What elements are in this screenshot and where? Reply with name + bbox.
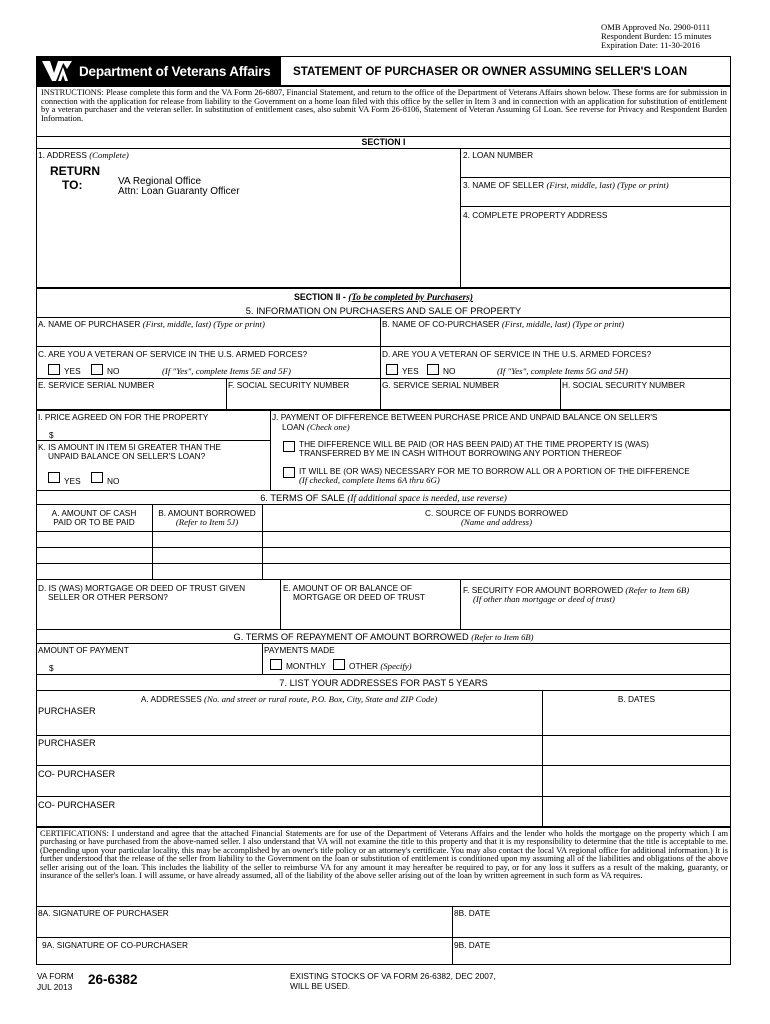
c-note: (If "Yes", complete Items 5E and 5F) (162, 366, 291, 376)
copurchaser-name-label: B. NAME OF CO-PURCHASER (First, middle, last) (Type or print) (382, 319, 625, 329)
signature-copurchaser-field[interactable] (37, 951, 451, 964)
addresses-label: A. ADDRESSES (No. and street or rural route, P.O. Box, City, State and ZIP Code) (140, 694, 438, 704)
ssn-f-field[interactable] (227, 391, 379, 409)
item-6-title: 6. TERMS OF SALE (If additional space is needed, use reverse) (260, 493, 507, 504)
j-option-1-line-1: THE DIFFERENCE WILL BE PAID (OR HAS BEEN PAID) AT THE TIME PROPERTY IS (WAS) (299, 439, 649, 449)
certifications: CERTIFICATIONS: I understand and agree that the attached Financial Statements are for use of the Department of Veterans Affairs and the lender who holds the mortgage on the property which I am purchasing or have purchased from the above-named seller. I also understand that VA will not examine the title to this property and that it is my responsibility to determine that the title is acceptable to me. (Depending upon your particular locality, this may be accomplished by an owner's title policy or an attorney's certificate. You may also contact the local VA regional office for additional information.) It is further understood that the release of the seller from liability to the Government on the loan or substitution of entitlement is conditioned upon my assuming all of the liabilities and obligations of the above seller arising out of the loan. This includes the liability of the seller to reimburse VA for any amount it may hereafter be required to pay, or for any loss it suffers as a result of the making, guaranty, or insurance of the seller's loan. I will assume, or have already assumed, all of the liability of the above seller arising out of the loan by written agreement in such form as VA requires. (40, 829, 728, 881)
signature-copurchaser-label: 9A. SIGNATURE OF CO-PURCHASER (42, 940, 188, 950)
address-field-copurchaser-2[interactable] (37, 812, 541, 825)
j-option-2-line-2: (If checked, complete Items 6A thru 6G) (299, 475, 440, 485)
date-8b-label: 8B. DATE (454, 908, 491, 918)
amount-borrowed-field[interactable] (153, 532, 261, 578)
item-k-label-1: K. IS AMOUNT IN ITEM 5I GREATER THAN THE (38, 442, 221, 452)
seller-name-label: 3. NAME OF SELLER (First, middle, last) (Type or print) (463, 180, 669, 190)
dates-field-purchaser-2[interactable] (543, 736, 730, 764)
other-label: OTHER (Specify) (349, 661, 412, 671)
purchaser-name-field[interactable] (37, 330, 379, 345)
dates-field-copurchaser-2[interactable] (543, 797, 730, 825)
address-row-purchaser-2: PURCHASER (38, 738, 96, 748)
footer-date: JUL 2013 (37, 982, 73, 992)
expiration-date: Expiration Date: 11-30-2016 (601, 40, 700, 50)
d-no-checkbox[interactable] (427, 364, 439, 375)
dates-label: B. DATES (617, 694, 656, 704)
c-yes-checkbox[interactable] (48, 364, 60, 375)
ssn-h-field[interactable] (561, 391, 730, 409)
purchaser-name-label: A. NAME OF PURCHASER (First, middle, last) (Type or print) (38, 319, 265, 329)
veteran-question-c: C. ARE YOU A VETERAN OF SERVICE IN THE U.S. ARMED FORCES? (38, 349, 308, 359)
mortgage-balance-label: E. AMOUNT OF OR BALANCE OF MORTGAGE OR DEED OF TRUST (283, 583, 425, 602)
address-row-purchaser-1: PURCHASER (38, 706, 96, 716)
monthly-label: MONTHLY (286, 661, 326, 671)
address-field-purchaser-1[interactable] (37, 718, 541, 734)
amount-payment-label: AMOUNT OF PAYMENT (38, 645, 129, 655)
service-serial-g-field[interactable] (381, 391, 559, 409)
header-bar (36, 56, 731, 86)
omb-block (601, 23, 712, 50)
seller-name-field[interactable] (461, 191, 730, 205)
date-8b-field[interactable] (453, 919, 730, 936)
signature-purchaser-field[interactable] (37, 919, 451, 936)
footer-form-number: 26-6382 (88, 972, 138, 987)
copurchaser-name-field[interactable] (381, 330, 730, 345)
j-option-1-line-2: TRANSFERRED BY ME IN CASH WITHOUT BORROWING ANY PORTION THEREOF (299, 448, 622, 458)
section-1-title: SECTION I (361, 137, 406, 147)
cash-paid-label: A. AMOUNT OF CASH PAID OR TO BE PAID (51, 508, 137, 527)
item-k-label-2: UNPAID BALANCE ON SELLER'S LOAN? (48, 451, 206, 461)
office-line-1: VA Regional Office (118, 176, 202, 187)
address-field[interactable] (37, 200, 459, 286)
address-field-copurchaser-1[interactable] (37, 781, 541, 795)
other-checkbox[interactable] (333, 659, 345, 670)
property-address-label: 4. COMPLETE PROPERTY ADDRESS (463, 210, 608, 220)
footer-va-form: VA FORM (37, 971, 74, 981)
service-serial-e-field[interactable] (37, 391, 225, 409)
ssn-f-label: F. SOCIAL SECURITY NUMBER (228, 380, 350, 390)
signature-purchaser-label: 8A. SIGNATURE OF PURCHASER (38, 908, 169, 918)
c-yes-label: YES (64, 366, 81, 376)
source-funds-label: C. SOURCE OF FUNDS BORROWED (Name and address) (425, 508, 568, 527)
k-no-label: NO (107, 476, 120, 486)
j-option-2-line-1: IT WILL BE (OR WAS) NECESSARY FOR ME TO BORROW ALL OR A PORTION OF THE DIFFERENCE (299, 466, 690, 476)
payment-dollar: $ (49, 663, 54, 673)
c-no-label: NO (107, 366, 120, 376)
instructions: INSTRUCTIONS: Please complete this form and the VA Form 26-6807, Financial Statement, and return to the office of the Department of Veterans Affairs shown below. These forms are for submission in connection with the application for release from liability to the Government on a home loan filed with this office by the seller in Item 3 and in connection with an application for substitution of entitlement by a veteran purchaser and the veteran seller. In substitution of entitlement cases, also submit VA Form 26-8106, Statement of Veteran Assuming GI Loan. See reverse for Privacy and Respondent Burden Information. (41, 88, 727, 123)
item-6g-title: G. TERMS OF REPAYMENT OF AMOUNT BORROWED (Refer to Item 6B) (233, 632, 534, 642)
item-7-title: 7. LIST YOUR ADDRESSES FOR PAST 5 YEARS (279, 678, 488, 688)
c-no-checkbox[interactable] (91, 364, 103, 375)
payments-made-label: PAYMENTS MADE (264, 645, 335, 655)
ssn-h-label: H. SOCIAL SECURITY NUMBER (562, 380, 686, 390)
loan-number-label: 2. LOAN NUMBER (463, 150, 534, 160)
monthly-checkbox[interactable] (270, 659, 282, 670)
service-serial-e-label: E. SERVICE SERIAL NUMBER (38, 380, 155, 390)
d-no-label: NO (443, 366, 456, 376)
k-yes-checkbox[interactable] (48, 472, 60, 483)
veteran-question-d: D. ARE YOU A VETERAN OF SERVICE IN THE U.S. ARMED FORCES? (382, 349, 652, 359)
price-dollar: $ (49, 430, 54, 440)
price-agreed-field[interactable] (58, 427, 268, 440)
footer-stocks-line-2: WILL BE USED. (290, 981, 351, 991)
price-agreed-label: I. PRICE AGREED ON FOR THE PROPERTY (38, 412, 209, 422)
d-yes-label: YES (402, 366, 419, 376)
section-2-title: SECTION II - (To be completed by Purchasers) (294, 292, 473, 303)
security-field[interactable] (461, 604, 730, 628)
to-label: TO: (62, 178, 83, 192)
date-9b-field[interactable] (453, 951, 730, 964)
property-address-field[interactable] (461, 222, 730, 286)
loan-number-field[interactable] (461, 160, 730, 176)
date-9b-label: 9B. DATE (454, 940, 491, 950)
service-serial-g-label: G. SERVICE SERIAL NUMBER (382, 380, 500, 390)
agency-name: Department of Veterans Affairs (79, 64, 271, 79)
j-borrow-checkbox[interactable] (283, 467, 295, 478)
j-cash-checkbox[interactable] (283, 441, 295, 452)
security-label: F. SECURITY FOR AMOUNT BORROWED (Refer to Item 6B) (If other than mortgage or deed of trust) (463, 585, 690, 604)
return-label: RETURN (50, 164, 100, 178)
agency-banner (37, 57, 281, 85)
address-label: 1. ADDRESS (Complete) (38, 150, 129, 160)
mortgage-given-field[interactable] (37, 604, 279, 628)
address-row-copurchaser-2: CO- PURCHASER (38, 800, 116, 810)
respondent-burden: Respondent Burden: 15 minutes (601, 31, 712, 41)
k-yes-label: YES (64, 476, 81, 486)
k-no-checkbox[interactable] (91, 472, 103, 483)
dates-field-copurchaser-1[interactable] (543, 766, 730, 795)
form-title: STATEMENT OF PURCHASER OR OWNER ASSUMING SELLER'S LOAN (293, 65, 688, 78)
dates-field-purchaser-1[interactable] (543, 705, 730, 734)
address-field-purchaser-2[interactable] (37, 750, 541, 764)
cash-paid-field[interactable] (37, 532, 151, 578)
omb-approved: OMB Approved No. 2900-0111 (601, 22, 711, 32)
footer-stocks-line-1: EXISTING STOCKS OF VA FORM 26-6382, DEC 2007, (290, 971, 496, 981)
address-row-copurchaser-1: CO- PURCHASER (38, 769, 116, 779)
mortgage-balance-field[interactable] (281, 604, 459, 628)
d-yes-checkbox[interactable] (386, 364, 398, 375)
item-j-label-1: J. PAYMENT OF DIFFERENCE BETWEEN PURCHASE PRICE AND UNPAID BALANCE ON SELLER'S (272, 412, 658, 422)
amount-payment-field[interactable] (58, 658, 258, 672)
mortgage-given-label: D. IS (WAS) MORTGAGE OR DEED OF TRUST GIVEN SELLER OR OTHER PERSON? (38, 583, 246, 602)
va-logo-icon (41, 59, 73, 83)
source-funds-field[interactable] (263, 532, 730, 578)
item-j-label-2: LOAN (Check one) (282, 422, 350, 432)
office-line-2: Attn: Loan Guaranty Officer (118, 186, 240, 197)
d-note: (If "Yes", complete Items 5G and 5H) (497, 366, 628, 376)
amount-borrowed-label: B. AMOUNT BORROWED (Refer to Item 5J) (158, 508, 256, 527)
item-5-title: 5. INFORMATION ON PURCHASERS AND SALE OF PROPERTY (245, 306, 522, 316)
